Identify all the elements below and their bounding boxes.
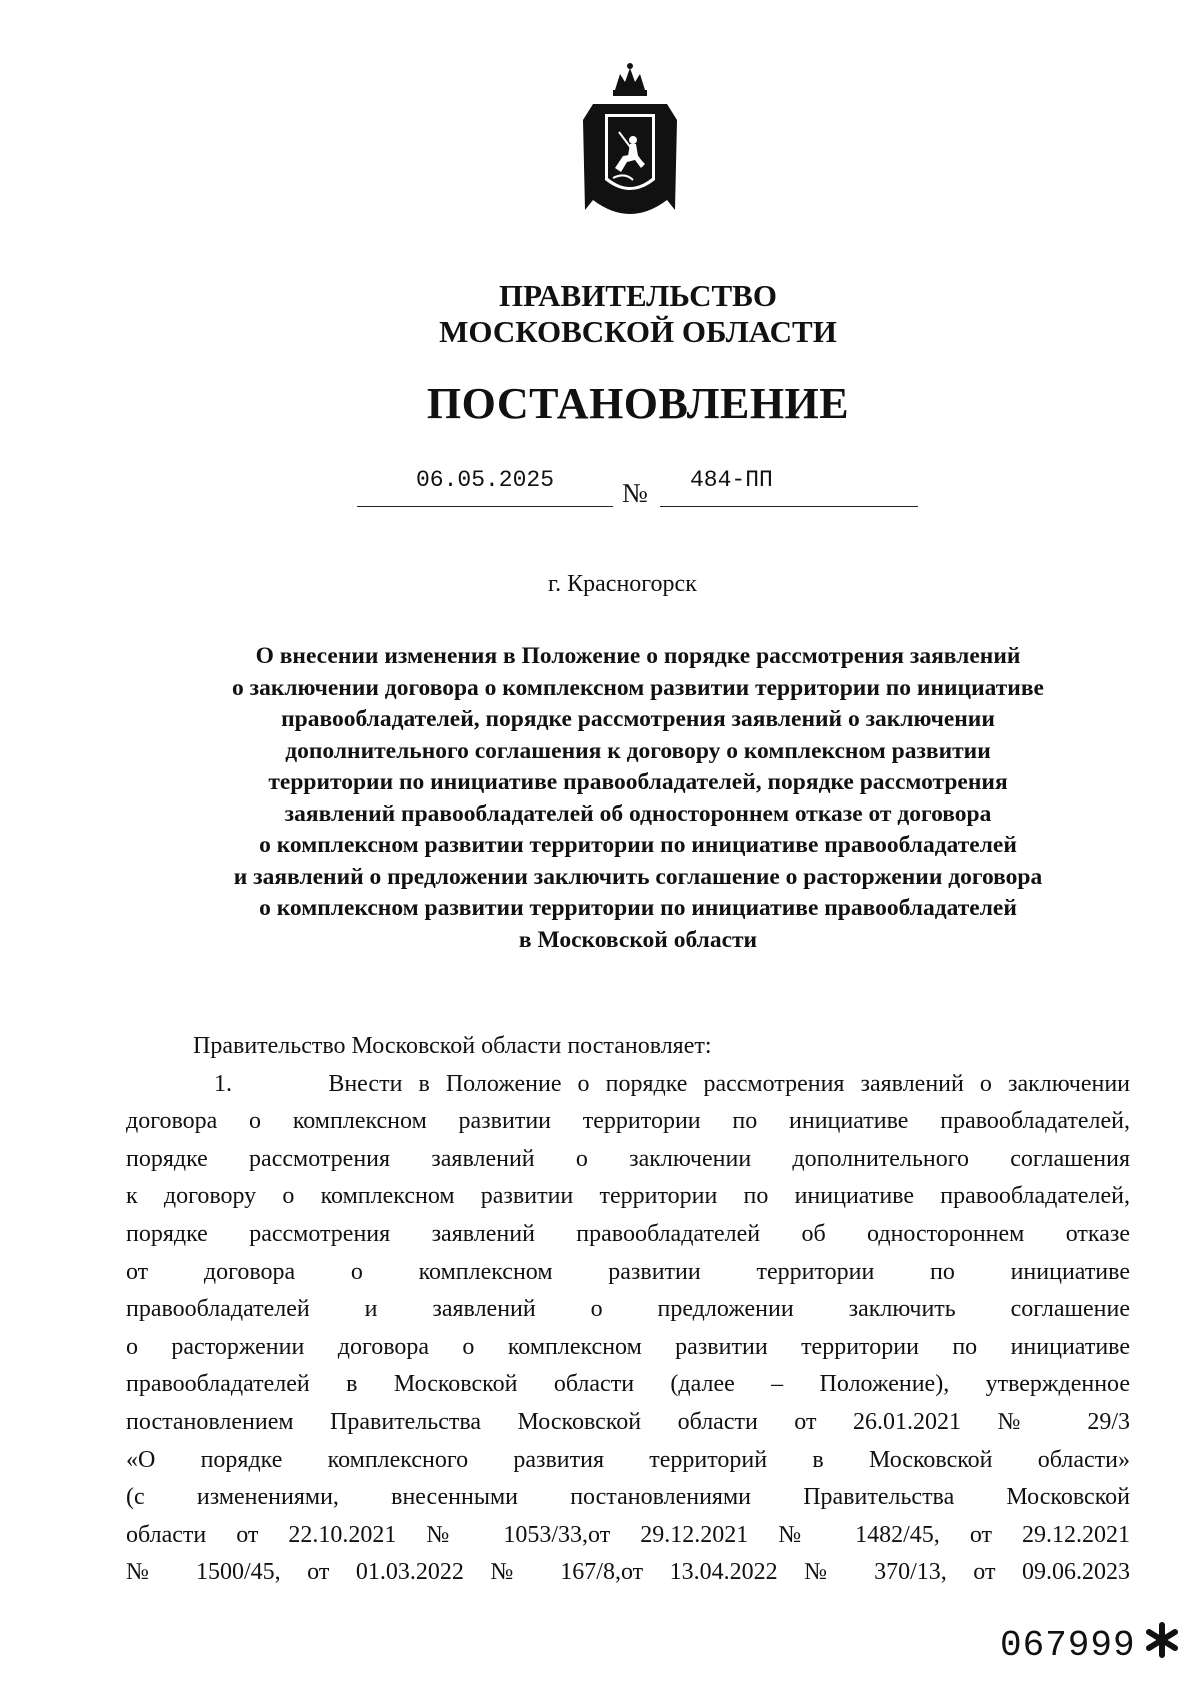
document-body	[126, 1028, 1130, 1592]
title-line: в Московской области	[518, 926, 758, 953]
body-line: порядке рассмотрения заявлений о заключении дополнительного соглашения	[126, 1145, 1130, 1172]
org-line-2: МОСКОВСКОЙ ОБЛАСТИ	[439, 314, 837, 349]
organization-name	[0, 278, 1200, 350]
body-line: № 1500/45, от 01.03.2022 № 167/8,от 13.04.2022 № 370/13, от 09.06.2023	[126, 1559, 1130, 1586]
body-line: «О порядке комплексного развития территорий в Московской области»	[126, 1446, 1130, 1473]
title-line: правообладателей, порядке рассмотрения заявлений о заключении	[281, 706, 995, 732]
title-line: территории по инициативе правообладателей, порядке рассмотрения	[268, 769, 1008, 795]
document-title	[120, 641, 1156, 956]
body-line: договора о комплексном развитии территории по инициативе правообладателей,	[126, 1108, 1130, 1135]
asterisk-icon	[1144, 1620, 1180, 1660]
serial-number-stamp: 067999	[1000, 1625, 1136, 1666]
body-item-first-line	[126, 1066, 1130, 1104]
title-line: о комплексном развитии территории по инициативе правообладателей	[259, 895, 1017, 921]
body-line: к договору о комплексном развитии территории по инициативе правообладателей,	[126, 1183, 1130, 1210]
document-type: ПОСТАНОВЛЕНИЕ	[426, 379, 850, 428]
coat-of-arms-icon	[575, 60, 685, 230]
org-line-1: ПРАВИТЕЛЬСТВО	[499, 278, 777, 313]
body-intro: Правительство Московской области постановляет:	[193, 1033, 712, 1059]
title-line: дополнительного соглашения к договору о комплексном развитии	[285, 737, 991, 764]
body-line: области от 22.10.2021 № 1053/33,от 29.12.2021 № 1482/45, от 29.12.2021	[126, 1521, 1130, 1548]
document-date: 06.05.2025	[415, 467, 555, 493]
title-line: и заявлений о предложении заключить соглашение о расторжении договора	[233, 863, 1043, 890]
document-number: 484-ПП	[690, 467, 773, 493]
body-line: правообладателей и заявлений о предложении заключить соглашение	[126, 1296, 1130, 1323]
city: г. Красногорск	[548, 571, 697, 597]
body-line: о расторжении договора о комплексном развитии территории по инициативе	[126, 1333, 1130, 1360]
number-sign: №	[622, 478, 648, 508]
body-line: (с изменениями, внесенными постановлениями Правительства Московской	[126, 1484, 1130, 1511]
title-line: О внесении изменения в Положение о порядке рассмотрения заявлений	[255, 643, 1021, 669]
title-line: заявлений правообладателей об одностороннем отказе от договора	[284, 800, 992, 827]
item-number: 1.	[214, 1070, 232, 1097]
body-line: порядке рассмотрения заявлений правообладателей об одностороннем отказе	[126, 1220, 1130, 1247]
body-line: от договора о комплексном развитии территории по инициативе	[126, 1258, 1130, 1285]
item-text: Внести в Положение о порядке рассмотрения заявлений о заключении	[328, 1070, 1131, 1097]
title-line: о заключении договора о комплексном развитии территории по инициативе	[232, 674, 1044, 701]
title-line: о комплексном развитии территории по инициативе правообладателей	[259, 832, 1017, 858]
body-line: правообладателей в Московской области (далее – Положение), утвержденное	[126, 1371, 1130, 1398]
body-line: постановлением Правительства Московской области от 26.01.2021 № 29/3	[126, 1408, 1130, 1435]
